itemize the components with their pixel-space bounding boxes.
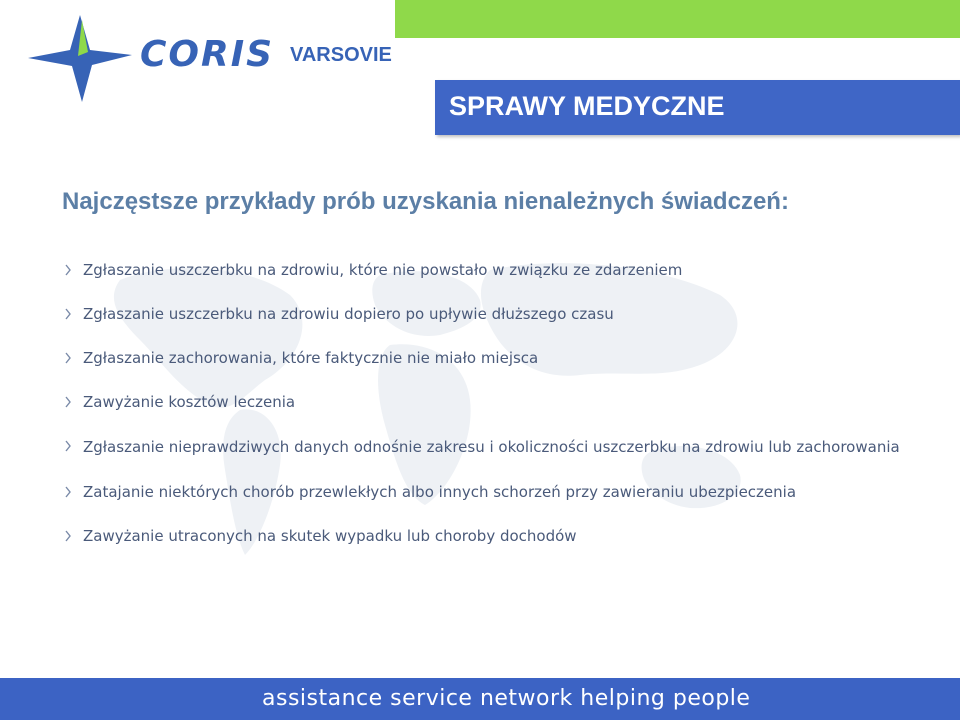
list-item [62, 346, 902, 371]
list-item-text: Zawyżanie utraconych na skutek wypadku lub choroby dochodów [83, 527, 577, 545]
footer-bar [0, 678, 960, 720]
chevron-right-icon [64, 264, 72, 276]
list-item [62, 258, 902, 283]
chevron-right-icon [64, 308, 72, 320]
footer-tagline: assistance service network helping people [262, 686, 751, 711]
list-item [62, 434, 902, 461]
list-item-text: Zgłaszanie zachorowania, które faktycznie nie miało miejsca [83, 349, 539, 367]
chevron-right-icon [64, 530, 72, 542]
chevron-right-icon [64, 396, 72, 408]
list-item-text: Zawyżanie kosztów leczenia [83, 393, 296, 411]
coris-logo [20, 10, 400, 110]
list-item [62, 480, 902, 505]
list-item [62, 390, 902, 415]
list-item-text: Zgłaszanie nieprawdziwych danych odnośnie zakresu i okoliczności uszczerbku na zdrowiu lub zachorowania [83, 438, 900, 456]
list-item-text: Zgłaszanie uszczerbku na zdrowiu, które nie powstało w związku ze zdarzeniem [83, 261, 683, 279]
bullet-list [62, 258, 902, 549]
list-item-text: Zatajanie niektórych chorób przewlekłych albo innych schorzeń przy zawieraniu ubezpieczenia [83, 483, 797, 501]
list-item-text: Zgłaszanie uszczerbku na zdrowiu dopiero po upływie dłuższego czasu [83, 305, 614, 323]
star-icon [20, 10, 135, 105]
page-title: SPRAWY MEDYCZNE [449, 91, 725, 121]
list-item [62, 302, 902, 327]
brand-location: VARSOVIE [290, 44, 392, 66]
chevron-right-icon [64, 486, 72, 498]
chevron-right-icon [64, 440, 72, 452]
list-item [62, 524, 902, 549]
brand-name: CORIS [140, 34, 275, 75]
title-banner [435, 80, 960, 135]
chevron-right-icon [64, 352, 72, 364]
section-subtitle: Najczęstsze przykłady prób uzyskania nienależnych świadczeń: [62, 188, 789, 215]
